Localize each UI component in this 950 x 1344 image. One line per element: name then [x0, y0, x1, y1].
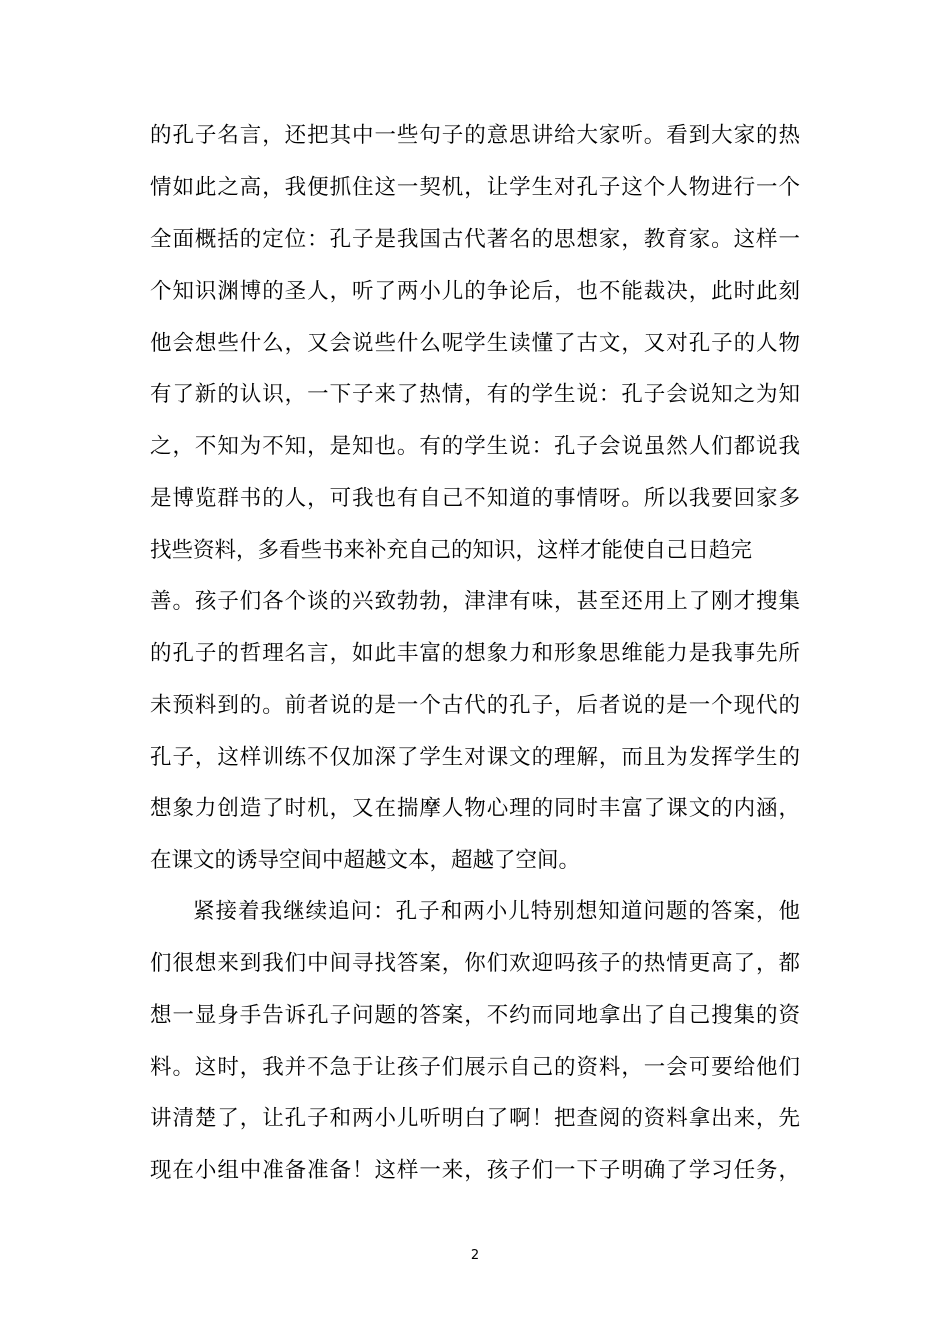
text-line: 们很想来到我们中间寻找答案，你们欢迎吗孩子的热情更高了，都: [150, 951, 800, 976]
text-line: 全面概括的定位：孔子是我国古代著名的思想家，教育家。这样一: [150, 227, 800, 252]
text-line: 他会想些什么，又会说些什么呢学生读懂了古文，又对孔子的人物: [150, 331, 800, 356]
text-line: 的孔子名言，还把其中一些句子的意思讲给大家听。看到大家的热: [150, 123, 800, 148]
text-line: 想象力创造了时机，又在揣摩人物心理的同时丰富了课文的内涵，: [150, 796, 800, 821]
text-line: 在课文的诱导空间中超越文本，超越了空间。: [150, 848, 581, 873]
text-line: 紧接着我继续追问：孔子和两小儿特别想知道问题的答案，他: [193, 899, 800, 924]
text-line: 个知识渊博的圣人，听了两小儿的争论后，也不能裁决，此时此刻: [150, 279, 800, 304]
text-line: 是博览群书的人，可我也有自己不知道的事情呀。所以我要回家多: [150, 486, 800, 511]
text-line: 善。孩子们各个谈的兴致勃勃，津津有味，甚至还用上了刚才搜集: [150, 589, 800, 614]
text-line: 现在小组中准备准备！这样一来，孩子们一下子明确了学习任务，: [150, 1158, 800, 1183]
text-line: 的孔子的哲理名言，如此丰富的想象力和形象思维能力是我事先所: [150, 641, 800, 666]
text-line: 有了新的认识，一下子来了热情，有的学生说：孔子会说知之为知: [150, 382, 800, 407]
text-line: 未预料到的。前者说的是一个古代的孔子，后者说的是一个现代的: [150, 693, 800, 718]
text-line: 料。这时，我并不急于让孩子们展示自己的资料，一会可要给他们: [150, 1055, 800, 1080]
text-line: 孔子，这样训练不仅加深了学生对课文的理解，而且为发挥学生的: [150, 745, 800, 770]
text-line: 情如此之高，我便抓住这一契机，让学生对孔子这个人物进行一个: [150, 175, 800, 200]
text-line: 讲清楚了，让孔子和两小儿听明白了啊！把查阅的资料拿出来，先: [150, 1106, 800, 1131]
page-number: 2: [470, 1248, 480, 1263]
text-line: 之，不知为不知，是知也。有的学生说：孔子会说虽然人们都说我: [150, 434, 800, 459]
text-line: 想一显身手告诉孔子问题的答案，不约而同地拿出了自己搜集的资: [150, 1003, 800, 1028]
text-line: 找些资料，多看些书来补充自己的知识，这样才能使自己日趋完: [150, 538, 753, 563]
